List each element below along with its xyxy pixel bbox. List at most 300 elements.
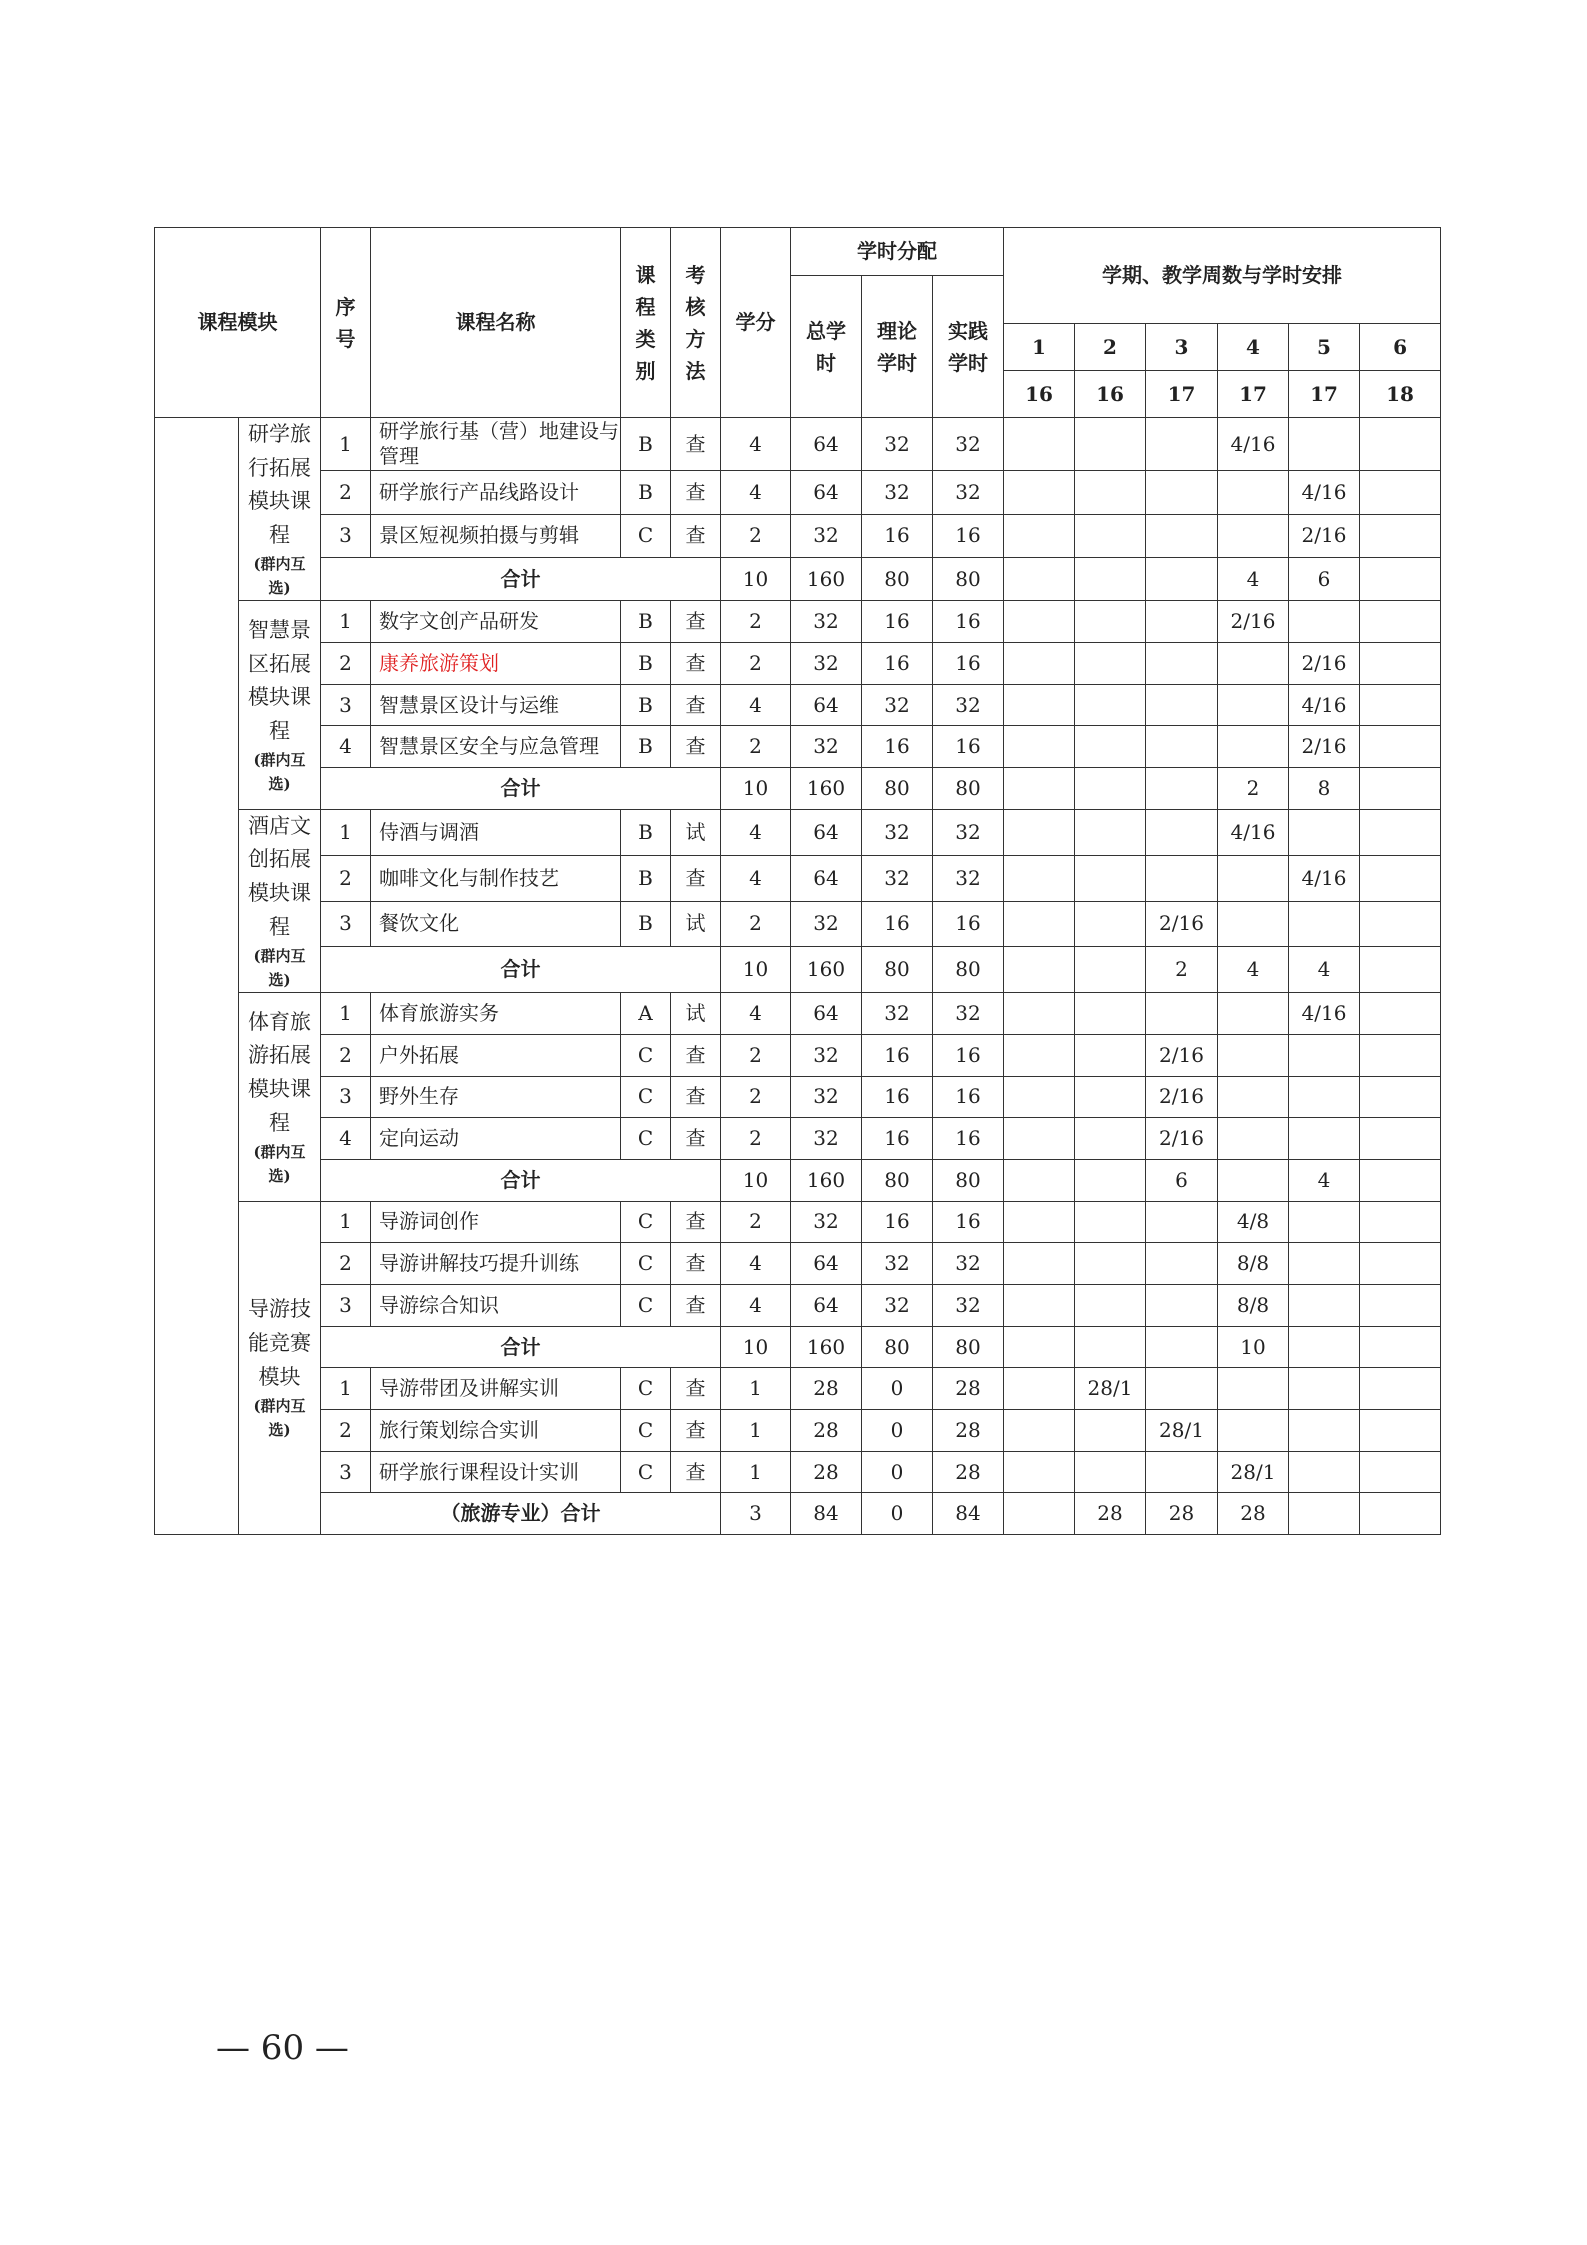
cell-semester-5: 4/16 — [1289, 855, 1360, 901]
cell-type: B — [621, 726, 671, 768]
header-semester: 4 — [1218, 324, 1289, 371]
cell-credit: 2 — [721, 901, 791, 947]
module-label — [239, 1201, 321, 1535]
header-weeks: 18 — [1360, 371, 1441, 418]
cell-course-name: 餐饮文化 — [371, 901, 621, 947]
cell-seq: 1 — [321, 1201, 371, 1243]
cell-practice-hours: 80 — [933, 557, 1004, 600]
cell-semester-5 — [1289, 1368, 1360, 1410]
cell-semester-3 — [1146, 855, 1218, 901]
table-row — [155, 993, 1441, 1035]
cell-practice-hours: 32 — [933, 855, 1004, 901]
cell-semester-2 — [1075, 1451, 1146, 1493]
cell-seq: 2 — [321, 471, 371, 514]
cell-seq: 4 — [321, 1118, 371, 1160]
cell-semester-6 — [1360, 1451, 1441, 1493]
cell-semester-5 — [1289, 1034, 1360, 1076]
table-row — [155, 1243, 1441, 1285]
cell-credit: 10 — [721, 768, 791, 810]
header-semester: 1 — [1004, 324, 1075, 371]
header-credit: 学分 — [721, 228, 791, 418]
cell-semester-1 — [1004, 809, 1075, 855]
header-weeks: 17 — [1146, 371, 1218, 418]
cell-seq: 2 — [321, 1410, 371, 1452]
cell-semester-1 — [1004, 1410, 1075, 1452]
table-row — [155, 601, 1441, 643]
cell-theory-hours: 32 — [862, 1243, 933, 1285]
cell-semester-2: 28 — [1075, 1493, 1146, 1535]
cell-semester-3 — [1146, 471, 1218, 514]
cell-total-hours: 64 — [791, 809, 862, 855]
cell-semester-6 — [1360, 855, 1441, 901]
cell-semester-2 — [1075, 809, 1146, 855]
table-row — [155, 1201, 1441, 1243]
cell-total-hours: 64 — [791, 855, 862, 901]
cell-total-hours: 64 — [791, 1285, 862, 1327]
curriculum-table — [154, 227, 1441, 1535]
page-number: — 60 — — [216, 2028, 349, 2068]
cell-theory-hours: 32 — [862, 418, 933, 471]
cell-credit: 4 — [721, 471, 791, 514]
cell-semester-1 — [1004, 1243, 1075, 1285]
cell-semester-5: 4 — [1289, 947, 1360, 993]
cell-type: C — [621, 1285, 671, 1327]
cell-course-name: 数字文创产品研发 — [371, 601, 621, 643]
cell-type: A — [621, 993, 671, 1035]
cell-course-name: 智慧景区设计与运维 — [371, 684, 621, 726]
cell-exam: 查 — [671, 471, 721, 514]
cell-type: C — [621, 514, 671, 557]
cell-semester-5 — [1289, 1410, 1360, 1452]
cell-credit: 2 — [721, 726, 791, 768]
module-label — [239, 601, 321, 809]
cell-semester-3 — [1146, 726, 1218, 768]
cell-semester-2 — [1075, 947, 1146, 993]
cell-exam: 查 — [671, 1368, 721, 1410]
cell-theory-hours: 16 — [862, 1076, 933, 1118]
cell-credit: 1 — [721, 1368, 791, 1410]
cell-semester-2 — [1075, 1410, 1146, 1452]
cell-seq: 1 — [321, 809, 371, 855]
cell-semester-1 — [1004, 1076, 1075, 1118]
cell-semester-5 — [1289, 1201, 1360, 1243]
outer-module-column — [155, 418, 239, 1535]
cell-semester-2 — [1075, 993, 1146, 1035]
cell-semester-5: 2/16 — [1289, 643, 1360, 685]
subtotal-row — [155, 947, 1441, 993]
cell-semester-6 — [1360, 726, 1441, 768]
cell-semester-4: 2/16 — [1218, 601, 1289, 643]
cell-semester-3 — [1146, 684, 1218, 726]
cell-course-name: 智慧景区安全与应急管理 — [371, 726, 621, 768]
cell-semester-4 — [1218, 855, 1289, 901]
subtotal-row — [155, 1326, 1441, 1368]
cell-semester-1 — [1004, 643, 1075, 685]
cell-seq: 3 — [321, 514, 371, 557]
module-label-text: 研学旅行拓展模块课程 — [248, 422, 311, 547]
cell-semester-4: 4/16 — [1218, 418, 1289, 471]
cell-semester-6 — [1360, 768, 1441, 810]
cell-theory-hours: 0 — [862, 1451, 933, 1493]
cell-semester-6 — [1360, 471, 1441, 514]
cell-semester-1 — [1004, 901, 1075, 947]
cell-semester-3 — [1146, 993, 1218, 1035]
cell-semester-3 — [1146, 1201, 1218, 1243]
cell-practice-hours: 16 — [933, 901, 1004, 947]
cell-credit: 2 — [721, 601, 791, 643]
cell-semester-4 — [1218, 993, 1289, 1035]
cell-credit: 2 — [721, 643, 791, 685]
cell-semester-6 — [1360, 1034, 1441, 1076]
cell-practice-hours: 32 — [933, 684, 1004, 726]
cell-semester-1 — [1004, 768, 1075, 810]
cell-semester-1 — [1004, 1368, 1075, 1410]
cell-theory-hours: 80 — [862, 557, 933, 600]
cell-exam: 查 — [671, 726, 721, 768]
cell-practice-hours: 16 — [933, 514, 1004, 557]
cell-semester-2 — [1075, 471, 1146, 514]
cell-exam: 查 — [671, 684, 721, 726]
cell-course-name: 侍酒与调酒 — [371, 809, 621, 855]
cell-semester-6 — [1360, 514, 1441, 557]
subtotal-row — [155, 557, 1441, 600]
cell-practice-hours: 84 — [933, 1493, 1004, 1535]
header-theory: 理论学时 — [862, 276, 933, 418]
cell-credit: 4 — [721, 1243, 791, 1285]
subtotal-label: 合计 — [321, 947, 721, 993]
cell-type: C — [621, 1451, 671, 1493]
cell-exam: 查 — [671, 643, 721, 685]
cell-semester-4: 28/1 — [1218, 1451, 1289, 1493]
cell-semester-6 — [1360, 901, 1441, 947]
cell-semester-3: 2/16 — [1146, 1034, 1218, 1076]
cell-semester-1 — [1004, 1034, 1075, 1076]
cell-semester-3 — [1146, 768, 1218, 810]
cell-semester-3: 2 — [1146, 947, 1218, 993]
table-row — [155, 1034, 1441, 1076]
cell-semester-4: 4/16 — [1218, 809, 1289, 855]
cell-semester-5 — [1289, 1493, 1360, 1535]
cell-semester-6 — [1360, 684, 1441, 726]
cell-semester-1 — [1004, 514, 1075, 557]
module-label-sub: (群内互选) — [253, 947, 306, 990]
cell-credit: 10 — [721, 557, 791, 600]
cell-course-name: 景区短视频拍摄与剪辑 — [371, 514, 621, 557]
cell-semester-6 — [1360, 809, 1441, 855]
cell-course-name: 研学旅行课程设计实训 — [371, 1451, 621, 1493]
cell-semester-1 — [1004, 1326, 1075, 1368]
cell-type: B — [621, 684, 671, 726]
cell-theory-hours: 16 — [862, 726, 933, 768]
cell-semester-1 — [1004, 855, 1075, 901]
cell-semester-3 — [1146, 418, 1218, 471]
subtotal-row — [155, 768, 1441, 810]
cell-course-name: 研学旅行基（营）地建设与管理 — [371, 418, 621, 471]
cell-semester-5 — [1289, 1285, 1360, 1327]
cell-semester-1 — [1004, 726, 1075, 768]
cell-total-hours: 28 — [791, 1451, 862, 1493]
cell-theory-hours: 32 — [862, 1285, 933, 1327]
cell-theory-hours: 32 — [862, 993, 933, 1035]
cell-semester-3 — [1146, 1326, 1218, 1368]
cell-seq: 3 — [321, 684, 371, 726]
cell-semester-4 — [1218, 1368, 1289, 1410]
cell-total-hours: 32 — [791, 726, 862, 768]
cell-exam: 查 — [671, 1034, 721, 1076]
module-label-sub: (群内互选) — [253, 1397, 306, 1440]
table-row — [155, 855, 1441, 901]
cell-semester-1 — [1004, 557, 1075, 600]
subtotal-label: 合计 — [321, 1326, 721, 1368]
cell-practice-hours: 16 — [933, 1076, 1004, 1118]
cell-exam: 试 — [671, 901, 721, 947]
cell-type: C — [621, 1243, 671, 1285]
cell-theory-hours: 16 — [862, 601, 933, 643]
cell-semester-6 — [1360, 1410, 1441, 1452]
cell-credit: 2 — [721, 1118, 791, 1160]
cell-exam: 试 — [671, 809, 721, 855]
cell-semester-2 — [1075, 1118, 1146, 1160]
cell-practice-hours: 16 — [933, 1118, 1004, 1160]
cell-semester-5: 8 — [1289, 768, 1360, 810]
cell-practice-hours: 80 — [933, 1159, 1004, 1201]
cell-course-name: 康养旅游策划 — [371, 643, 621, 685]
cell-seq: 3 — [321, 901, 371, 947]
table-row — [155, 1368, 1441, 1410]
header-weeks: 17 — [1289, 371, 1360, 418]
cell-exam: 试 — [671, 993, 721, 1035]
cell-semester-4 — [1218, 643, 1289, 685]
cell-theory-hours: 16 — [862, 1118, 933, 1160]
cell-semester-6 — [1360, 947, 1441, 993]
header-name: 课程名称 — [371, 228, 621, 418]
header-module: 课程模块 — [155, 228, 321, 418]
cell-semester-5: 4/16 — [1289, 993, 1360, 1035]
cell-exam: 查 — [671, 1201, 721, 1243]
cell-semester-3 — [1146, 557, 1218, 600]
cell-exam: 查 — [671, 1076, 721, 1118]
module-label-text: 智慧景区拓展模块课程 — [248, 617, 311, 743]
cell-course-name: 研学旅行产品线路设计 — [371, 471, 621, 514]
cell-total-hours: 32 — [791, 601, 862, 643]
cell-credit: 4 — [721, 855, 791, 901]
cell-exam: 查 — [671, 855, 721, 901]
cell-semester-6 — [1360, 643, 1441, 685]
cell-type: B — [621, 418, 671, 471]
cell-seq: 3 — [321, 1285, 371, 1327]
subtotal-row — [155, 1159, 1441, 1201]
cell-practice-hours: 16 — [933, 1034, 1004, 1076]
cell-credit: 10 — [721, 1159, 791, 1201]
cell-theory-hours: 0 — [862, 1368, 933, 1410]
cell-course-name: 户外拓展 — [371, 1034, 621, 1076]
module-label-sub: (群内互选) — [253, 555, 306, 598]
cell-type: C — [621, 1410, 671, 1452]
cell-total-hours: 64 — [791, 993, 862, 1035]
table-row — [155, 1451, 1441, 1493]
cell-course-name: 旅行策划综合实训 — [371, 1410, 621, 1452]
cell-total-hours: 32 — [791, 901, 862, 947]
table-row — [155, 418, 1441, 471]
table-row — [155, 1076, 1441, 1118]
subtotal-label: 合计 — [321, 1159, 721, 1201]
cell-semester-5 — [1289, 1076, 1360, 1118]
cell-credit: 2 — [721, 1034, 791, 1076]
cell-theory-hours: 16 — [862, 643, 933, 685]
cell-semester-2 — [1075, 1285, 1146, 1327]
cell-credit: 2 — [721, 1201, 791, 1243]
cell-practice-hours: 16 — [933, 601, 1004, 643]
cell-semester-2 — [1075, 1034, 1146, 1076]
cell-practice-hours: 28 — [933, 1410, 1004, 1452]
module-label — [239, 418, 321, 601]
cell-semester-6 — [1360, 1326, 1441, 1368]
cell-semester-4: 4 — [1218, 947, 1289, 993]
cell-semester-1 — [1004, 684, 1075, 726]
cell-type: B — [621, 855, 671, 901]
cell-semester-4: 10 — [1218, 1326, 1289, 1368]
cell-practice-hours: 16 — [933, 726, 1004, 768]
cell-semester-4 — [1218, 726, 1289, 768]
header-practice: 实践学时 — [933, 276, 1004, 418]
table-row — [155, 643, 1441, 685]
cell-semester-3 — [1146, 1451, 1218, 1493]
cell-exam: 查 — [671, 1410, 721, 1452]
header-weeks: 16 — [1004, 371, 1075, 418]
cell-semester-3 — [1146, 514, 1218, 557]
cell-theory-hours: 80 — [862, 947, 933, 993]
cell-semester-2 — [1075, 1243, 1146, 1285]
cell-course-name: 导游讲解技巧提升训练 — [371, 1243, 621, 1285]
table-row — [155, 1410, 1441, 1452]
cell-semester-2 — [1075, 1076, 1146, 1118]
cell-semester-2 — [1075, 418, 1146, 471]
subtotal-row — [155, 1493, 1441, 1535]
cell-semester-5: 6 — [1289, 557, 1360, 600]
cell-seq: 4 — [321, 726, 371, 768]
cell-semester-5: 4/16 — [1289, 471, 1360, 514]
cell-semester-1 — [1004, 1451, 1075, 1493]
cell-theory-hours: 32 — [862, 855, 933, 901]
cell-theory-hours: 32 — [862, 809, 933, 855]
cell-seq: 3 — [321, 1076, 371, 1118]
cell-type: B — [621, 471, 671, 514]
cell-total-hours: 64 — [791, 471, 862, 514]
cell-semester-3 — [1146, 643, 1218, 685]
cell-semester-4: 2 — [1218, 768, 1289, 810]
cell-semester-6 — [1360, 1493, 1441, 1535]
cell-theory-hours: 80 — [862, 1159, 933, 1201]
cell-semester-3 — [1146, 809, 1218, 855]
cell-semester-5: 4 — [1289, 1159, 1360, 1201]
cell-credit: 4 — [721, 809, 791, 855]
cell-course-name: 导游带团及讲解实训 — [371, 1368, 621, 1410]
cell-semester-1 — [1004, 471, 1075, 514]
cell-total-hours: 32 — [791, 1118, 862, 1160]
cell-semester-5 — [1289, 901, 1360, 947]
cell-exam: 查 — [671, 1243, 721, 1285]
cell-semester-5 — [1289, 418, 1360, 471]
cell-exam: 查 — [671, 1285, 721, 1327]
cell-semester-4 — [1218, 1034, 1289, 1076]
cell-total-hours: 160 — [791, 947, 862, 993]
cell-credit: 4 — [721, 418, 791, 471]
module-label-sub: (群内互选) — [253, 1143, 306, 1186]
table-row — [155, 809, 1441, 855]
cell-semester-4 — [1218, 1159, 1289, 1201]
cell-exam: 查 — [671, 514, 721, 557]
cell-semester-5 — [1289, 809, 1360, 855]
table-row — [155, 514, 1441, 557]
cell-theory-hours: 80 — [862, 1326, 933, 1368]
cell-practice-hours: 16 — [933, 643, 1004, 685]
module-label — [239, 809, 321, 992]
cell-semester-2: 28/1 — [1075, 1368, 1146, 1410]
cell-semester-2 — [1075, 1159, 1146, 1201]
cell-type: B — [621, 809, 671, 855]
cell-total-hours: 32 — [791, 1076, 862, 1118]
header-schedule: 学期、教学周数与学时安排 — [1004, 228, 1441, 324]
cell-theory-hours: 16 — [862, 1201, 933, 1243]
cell-type: C — [621, 1201, 671, 1243]
header-semester: 5 — [1289, 324, 1360, 371]
header-semester: 3 — [1146, 324, 1218, 371]
cell-semester-1 — [1004, 993, 1075, 1035]
cell-semester-5 — [1289, 1243, 1360, 1285]
cell-semester-2 — [1075, 643, 1146, 685]
cell-credit: 4 — [721, 684, 791, 726]
module-label-sub: (群内互选) — [253, 751, 306, 794]
cell-type: B — [621, 901, 671, 947]
cell-type: C — [621, 1368, 671, 1410]
cell-theory-hours: 16 — [862, 901, 933, 947]
cell-semester-2 — [1075, 726, 1146, 768]
cell-semester-6 — [1360, 1285, 1441, 1327]
cell-seq: 2 — [321, 1034, 371, 1076]
cell-semester-3 — [1146, 601, 1218, 643]
table-row — [155, 684, 1441, 726]
header-type: 课程类别 — [621, 228, 671, 418]
cell-semester-6 — [1360, 601, 1441, 643]
cell-seq: 2 — [321, 855, 371, 901]
cell-semester-3 — [1146, 1243, 1218, 1285]
cell-seq: 3 — [321, 1451, 371, 1493]
module-label-text: 导游技能竞赛模块 — [248, 1297, 311, 1389]
cell-semester-3: 28/1 — [1146, 1410, 1218, 1452]
cell-semester-1 — [1004, 1493, 1075, 1535]
cell-theory-hours: 32 — [862, 684, 933, 726]
cell-semester-2 — [1075, 514, 1146, 557]
cell-course-name: 导游综合知识 — [371, 1285, 621, 1327]
cell-practice-hours: 80 — [933, 947, 1004, 993]
cell-semester-1 — [1004, 1285, 1075, 1327]
cell-semester-4: 4 — [1218, 557, 1289, 600]
cell-theory-hours: 16 — [862, 1034, 933, 1076]
header-total: 总学时 — [791, 276, 862, 418]
cell-semester-5 — [1289, 1451, 1360, 1493]
cell-total-hours: 32 — [791, 1201, 862, 1243]
cell-semester-4: 8/8 — [1218, 1243, 1289, 1285]
cell-total-hours: 160 — [791, 1326, 862, 1368]
header-semester: 6 — [1360, 324, 1441, 371]
cell-course-name: 体育旅游实务 — [371, 993, 621, 1035]
cell-credit: 10 — [721, 1326, 791, 1368]
cell-total-hours: 32 — [791, 1034, 862, 1076]
cell-total-hours: 64 — [791, 684, 862, 726]
cell-exam: 查 — [671, 601, 721, 643]
cell-seq: 1 — [321, 418, 371, 471]
cell-semester-1 — [1004, 418, 1075, 471]
